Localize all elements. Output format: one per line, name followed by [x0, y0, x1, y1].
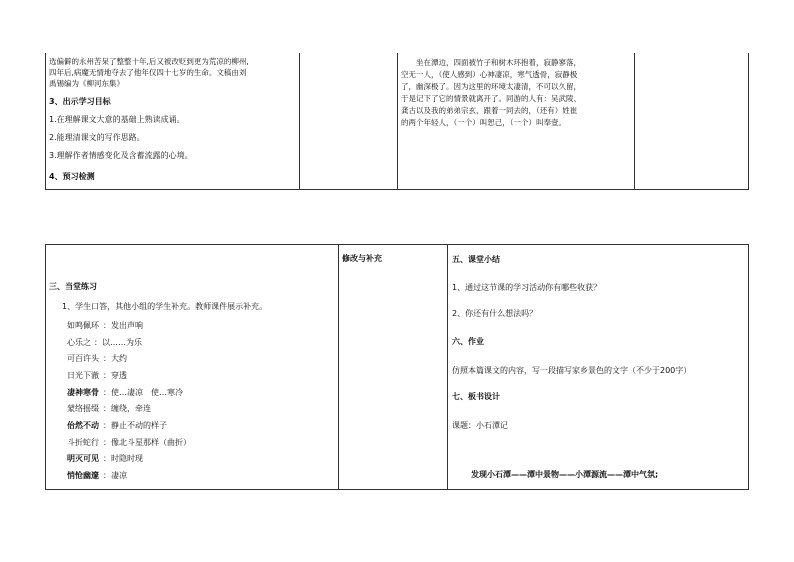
- vocab-sep-5: ：: [103, 388, 111, 397]
- top-divider-3: [634, 53, 635, 189]
- vocab-word-7: 佁然不动: [67, 421, 99, 430]
- summary-question-1: 1、通过这节课的学习活动你有哪些收获？: [452, 283, 602, 292]
- practice-title: 三、当堂练习: [49, 282, 97, 291]
- vocab-word-1: 如鸣佩环: [67, 321, 99, 330]
- bottom-divider-2: [447, 245, 448, 489]
- intro-line-3: 禹锡编为《柳河东集》: [49, 79, 124, 88]
- goal-1: 1.在理解课文大意的基础上熟读成诵。: [49, 115, 185, 124]
- vocab-meaning-8: 像北斗星那样（曲折）: [111, 438, 191, 447]
- vocab-meaning-7: 静止不动的样子: [111, 421, 167, 430]
- vocab-meaning-2: 以……为乐: [102, 338, 142, 347]
- vocab-sep-8: ：: [103, 438, 111, 447]
- vocab-sep-1: ：: [103, 321, 111, 330]
- vocab-sep-9: ：: [103, 454, 111, 463]
- vocab-sep-7: ：: [103, 421, 111, 430]
- lesson-topic: 课题：小石潭记: [452, 421, 508, 430]
- board-design: 发现小石潭——潭中景物——小潭源流——潭中气氛;: [471, 470, 659, 479]
- vocab-word-9: 明灭可见: [67, 454, 99, 463]
- intro-line-1: 选偏僻的永州苦呆了整整十年,后又被改贬到更为荒凉的柳州,: [49, 57, 249, 66]
- vocab-sep-6: ：: [103, 404, 111, 413]
- translation-line-3: 了，幽深极了。因为这里的环境太凄清，不可以久留，: [401, 82, 581, 91]
- vocab-word-5: 凄神寒骨: [67, 388, 99, 397]
- vocab-word-8: 斗折蛇行: [67, 438, 99, 447]
- board-title: 七、板书设计: [452, 392, 500, 401]
- vocab-sep-2: ：: [94, 338, 102, 347]
- vocab-meaning-4: 穿透: [111, 371, 127, 380]
- translation-line-2: 空无一人，（使人感到）心神凄凉，寒气透骨，寂静极: [401, 70, 578, 79]
- vocab-meaning-10: 凄凉: [111, 471, 127, 480]
- bottom-divider-1: [338, 245, 339, 489]
- homework-text: 仿照本篇课文的内容，写一段描写家乡景色的文字（不少于200字）: [452, 366, 692, 375]
- vocab-sep-4: ：: [103, 371, 111, 380]
- vocab-sep-3: ：: [103, 354, 111, 363]
- goal-2: 2.能理清课文的写作思路。: [49, 133, 145, 142]
- vocab-word-10: 悄怆幽邃: [67, 471, 99, 480]
- translation-line-4: 于是记下了它的情景就离开了。同游的人有：吴武陵、: [401, 94, 581, 103]
- section4-title: 4、预习检测: [49, 172, 95, 181]
- revision-header: 修改与补充: [342, 254, 382, 263]
- top-divider-2: [397, 53, 398, 189]
- vocab-meaning-6: 缠绕，牵连: [111, 404, 151, 413]
- summary-question-2: 2、你还有什么想法吗？: [452, 309, 538, 318]
- vocab-word-3: 可百许头: [67, 354, 99, 363]
- translation-line-1: 坐在潭边，四面被竹子和树木环抱着，寂静寥落，: [416, 58, 581, 67]
- vocab-sep-10: ：: [103, 471, 111, 480]
- goal-3: 3.理解作者情感变化及含蓄流露的心境。: [49, 151, 193, 160]
- vocab-meaning-1: 发出声响: [111, 321, 143, 330]
- homework-title: 六、作业: [452, 337, 484, 346]
- summary-title: 五、课堂小结: [452, 255, 500, 264]
- vocab-meaning-3: 大约: [111, 354, 127, 363]
- vocab-meaning-9: 时隐时现: [111, 454, 143, 463]
- practice-instruction: 1、学生口答，其他小组的学生补充。教师课件展示补充。: [62, 302, 268, 311]
- vocab-meaning-5: 使…凄凉 使…寒冷: [111, 388, 183, 397]
- translation-line-5: 龚古以及我的弟弟宗玄，跟着一同去的，（还有）姓崔: [401, 106, 578, 115]
- vocab-word-4: 日光下澈: [67, 371, 99, 380]
- section3-title: 3、出示学习目标: [49, 97, 111, 106]
- vocab-word-2: 心乐之: [67, 338, 91, 347]
- translation-line-6: 的两个年轻人，（一个）叫恕己，（一个）叫奉壹。: [401, 118, 566, 127]
- vocab-word-6: 蒙络摇缀: [67, 404, 99, 413]
- top-divider-1: [299, 53, 300, 189]
- intro-line-2: 四年后,病魔无情地夺去了他年仅四十七岁的生命。文稿由刘: [49, 68, 247, 77]
